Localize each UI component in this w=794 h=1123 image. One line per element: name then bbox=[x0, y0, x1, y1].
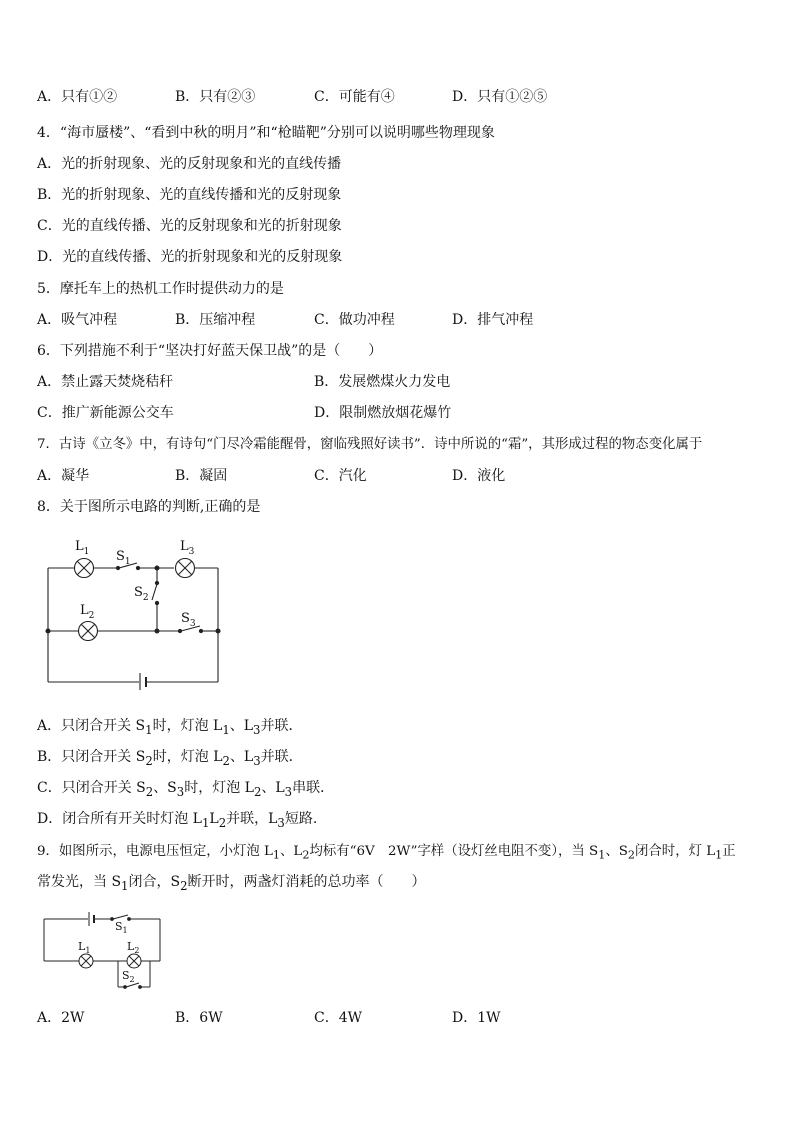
q4-stem: 4．“海市蜃楼”、“看到中秋的明月”和“枪瞄靶”分别可以说明哪些物理现象 bbox=[37, 125, 495, 141]
svg-text:L1: $L_1$ bbox=[75, 539, 90, 557]
q4-option-a: A．光的折射现象、光的反射现象和光的直线传播 bbox=[37, 156, 342, 172]
q9-option-b: B．6W bbox=[175, 1010, 223, 1026]
svg-text:S2: $S_2$ bbox=[122, 969, 135, 984]
q8-circuit-diagram bbox=[40, 530, 230, 690]
q8-stem: 8．关于图所示电路的判断,正确的是 bbox=[37, 499, 261, 515]
switch-s1-blade bbox=[113, 915, 128, 919]
q5-option-b: B．压缩冲程 bbox=[175, 312, 256, 328]
q7-option-b: B．凝固 bbox=[175, 468, 228, 484]
q9-stem-line2: 常发光，当 $S_1$闭合，$S_2$断开时，两盏灯消耗的总功率（ ） bbox=[37, 874, 426, 893]
svg-text:S1: $S_1$ bbox=[115, 920, 128, 935]
q6-stem: 6．下列措施不利于“坚决打好蓝天保卫战”的是（ ） bbox=[37, 343, 383, 359]
q9-circuit-diagram bbox=[38, 905, 168, 995]
q7-option-c: C．汽化 bbox=[314, 468, 367, 484]
switch-s2-blade bbox=[152, 584, 157, 600]
q8-option-b: B．只闭合开关 $S_2$时，灯泡 $L_2$、$L_3$并联． bbox=[37, 749, 303, 768]
q5-option-d: D．排气冲程 bbox=[452, 312, 534, 328]
q8-option-d: D．闭合所有开关时灯泡 $L_1L_2$并联，$L_3$短路. bbox=[37, 811, 318, 830]
q3-option-b: B．只有②③ bbox=[175, 89, 256, 105]
q3-option-d: D．只有①②⑤ bbox=[452, 89, 548, 105]
q5-option-a: A．吸气冲程 bbox=[37, 312, 118, 328]
q6-option-d: D．限制燃放烟花爆竹 bbox=[314, 405, 452, 421]
svg-text:S3: $S_3$ bbox=[181, 611, 196, 629]
q7-option-d: D．液化 bbox=[452, 468, 506, 484]
q9-option-d: D．1W bbox=[452, 1010, 501, 1026]
q4-option-d: D．光的直线传播、光的折射现象和光的反射现象 bbox=[37, 249, 343, 265]
q6-option-b: B．发展燃煤火力发电 bbox=[314, 374, 451, 390]
svg-text:S2: $S_2$ bbox=[134, 585, 149, 603]
q7-option-a: A．凝华 bbox=[37, 468, 90, 484]
q6-option-a: A．禁止露天焚烧秸秆 bbox=[37, 374, 174, 390]
q5-stem: 5．摩托车上的热机工作时提供动力的是 bbox=[37, 281, 284, 297]
q3-option-a: A．只有①② bbox=[37, 89, 118, 105]
svg-text:L2: $L_2$ bbox=[80, 603, 95, 621]
q5-option-c: C．做功冲程 bbox=[314, 312, 395, 328]
q7-stem: 7．古诗《立冬》中，有诗句“门尽冷霜能醒骨，窗临残照好读书”．诗中所说的“霜”，其形成过程的物态变化属于 bbox=[37, 437, 703, 452]
q8-option-c: C．只闭合开关 $S_2$、$S_3$时，灯泡 $L_2$、$L_3$串联． bbox=[37, 780, 335, 799]
q9-option-a: A．2W bbox=[37, 1010, 85, 1026]
q4-option-b: B．光的折射现象、光的直线传播和光的反射现象 bbox=[37, 187, 342, 203]
q9-stem-line1: 9．如图所示，电源电压恒定，小灯泡 $L_1$、$L_2$均标有“6V 2W”字样（设灯丝电阻不变），当 $S_1$、$S_2$闭合时，灯 $L_1$正 bbox=[37, 844, 736, 862]
svg-text:L1: $L_1$ bbox=[78, 940, 91, 955]
svg-text:S1: $S_1$ bbox=[116, 549, 131, 567]
q9-option-c: C．4W bbox=[314, 1010, 363, 1026]
svg-text:L3: $L_3$ bbox=[180, 539, 195, 557]
q8-option-a: A．只闭合开关 $S_1$时，灯泡 $L_1$、$L_3$并联． bbox=[37, 718, 303, 737]
svg-text:L2: $L_2$ bbox=[127, 940, 140, 955]
q6-option-c: C．推广新能源公交车 bbox=[37, 405, 174, 421]
q4-option-c: C．光的直线传播、光的反射现象和光的折射现象 bbox=[37, 218, 342, 234]
q3-option-c: C．可能有④ bbox=[314, 89, 395, 105]
